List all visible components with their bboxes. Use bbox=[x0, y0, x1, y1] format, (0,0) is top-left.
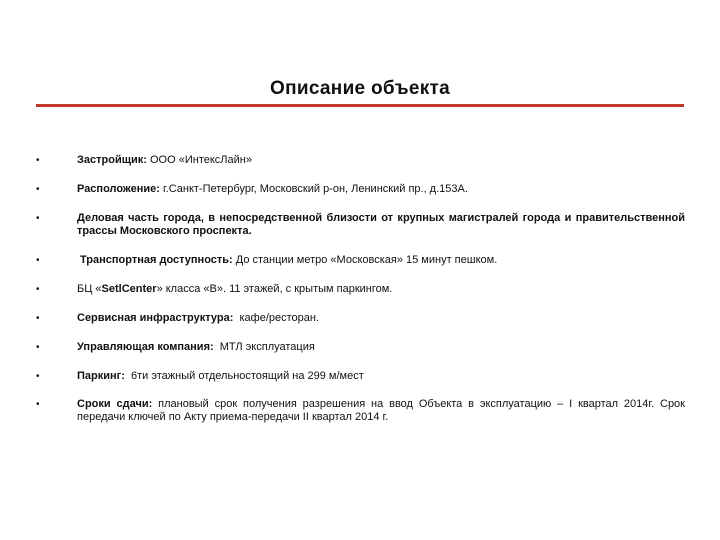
item-value: ООО «ИнтексЛайн» bbox=[146, 154, 252, 166]
item-label: Сервисная инфраструктура: bbox=[77, 312, 234, 324]
item-label: Расположение: bbox=[77, 183, 160, 195]
item-prefix: БЦ « bbox=[77, 283, 102, 295]
item-label: Застройщик: bbox=[77, 154, 147, 166]
bullet-icon: • bbox=[36, 399, 40, 410]
item-value: МТЛ эксплуатация bbox=[213, 341, 315, 353]
bullet-icon: • bbox=[36, 213, 40, 224]
item-value: » класса «В». 11 этажей, с крытым паркингом. bbox=[156, 283, 393, 295]
item-value: 6ти этажный отдельностоящий на 299 м/мест bbox=[124, 370, 364, 382]
bullet-icon: • bbox=[36, 313, 40, 324]
item-label: SetlCenter bbox=[101, 283, 157, 295]
item-label: Паркинг: bbox=[77, 370, 125, 382]
item-value: г.Санкт-Петербург, Московский р-он, Ленинский пр., д.153А. bbox=[159, 183, 468, 195]
item-label: Сроки сдачи: bbox=[77, 398, 153, 410]
item-value: До станции метро «Московская» 15 минут пешком. bbox=[232, 254, 498, 266]
bullet-icon: • bbox=[36, 342, 40, 353]
bullet-icon: • bbox=[36, 255, 40, 266]
bullet-icon: • bbox=[36, 371, 40, 382]
page-title: Описание объекта bbox=[270, 78, 450, 99]
bullet-icon: • bbox=[36, 155, 40, 166]
bullet-icon: • bbox=[36, 284, 40, 295]
item-label: Деловая часть города, в непосредственной близости от крупных магистралей города и правительственной трассы Московского проспекта. bbox=[77, 212, 685, 237]
item-value: кафе/ресторан. bbox=[233, 312, 320, 324]
bullet-icon: • bbox=[36, 184, 40, 195]
item-value: плановый срок получения разрешения на ввод Объекта в эксплуатацию – I квартал 2014г. Срок передачи ключей по Акту приема-передачи II квартал 2014 г. bbox=[77, 398, 685, 423]
item-label: Транспортная доступность: bbox=[80, 254, 233, 266]
item-label: Управляющая компания: bbox=[77, 341, 214, 353]
